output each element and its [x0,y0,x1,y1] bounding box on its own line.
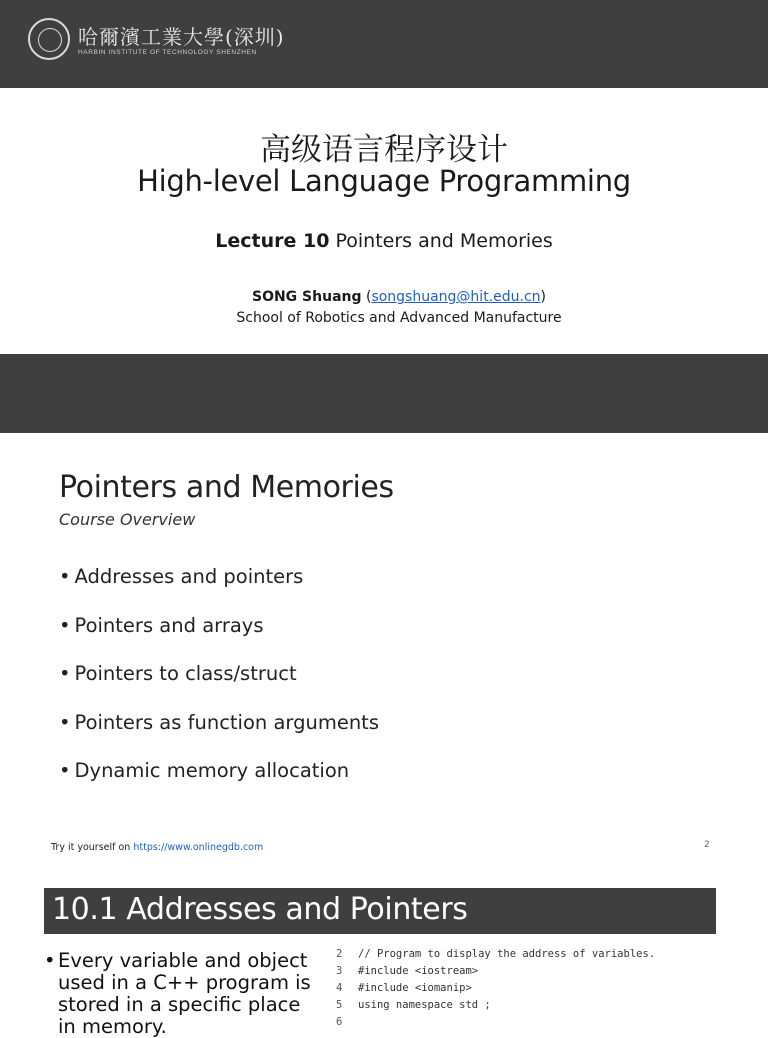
author-paren-open: ( [361,289,372,305]
bullet-item: • Pointers as function arguments [59,711,379,760]
code-text: #include <iomanip> [358,982,472,994]
author-email-link[interactable]: songshuang@hit.edu.cn [371,289,541,305]
overview-bullet-list [59,565,379,808]
line-number: 2 [336,948,343,960]
page-number: 2 [704,840,710,850]
university-seal-icon [28,18,70,60]
section-body-bullet: • Every variable and object used in a C++ program is stored in a specific place in memory. [44,950,324,1038]
bullet-item: • Dynamic memory allocation [59,759,379,808]
code-line [336,982,702,999]
bullet-item: • Pointers and arrays [59,614,379,663]
logo-chinese-name: 哈爾濱工業大學(深圳) [78,25,285,49]
line-number: 5 [336,999,343,1011]
code-text: // Program to display the address of variables. [358,948,656,960]
title-slide-header [0,0,768,88]
overview-slide-subtitle: Course Overview [59,510,196,529]
code-text: #include <iostream> [358,965,479,977]
author-name: SONG Shuang [251,289,362,305]
code-snippet [336,948,702,1028]
course-title-english: High-level Language Programming [137,164,631,198]
line-number: 3 [336,965,343,977]
university-logo [28,16,288,62]
bullet-item: • Addresses and pointers [59,565,379,614]
code-line [336,1016,702,1033]
bullet-item: • Pointers to class/struct [59,662,379,711]
code-line [336,965,702,982]
lecture-heading [0,230,768,252]
try-it-text: Try it yourself on [51,842,134,853]
code-line [336,948,702,965]
title-slide-footer-band [0,354,768,433]
section-title: 10.1 Addresses and Pointers [52,892,468,927]
author-line [0,289,768,305]
author-paren-close: ) [540,289,546,305]
lecture-topic: Pointers and Memories [335,230,553,252]
lecture-number: Lecture 10 [215,230,330,252]
code-text: using namespace std ; [358,999,491,1011]
overview-slide-title: Pointers and Memories [59,470,394,505]
logo-english-name: HARBIN INSTITUTE OF TECHNOLOGY SHENZHEN [78,49,257,56]
try-it-note [51,842,263,853]
code-line [336,999,702,1016]
section-title-bar [44,888,716,934]
school-name: School of Robotics and Advanced Manufacture [236,310,562,326]
onlinegdb-link[interactable]: https://www.onlinegdb.com [133,842,264,853]
course-title-chinese: 高级语言程序设计 [260,132,508,168]
line-number: 4 [336,982,343,994]
line-number: 6 [336,1016,343,1028]
